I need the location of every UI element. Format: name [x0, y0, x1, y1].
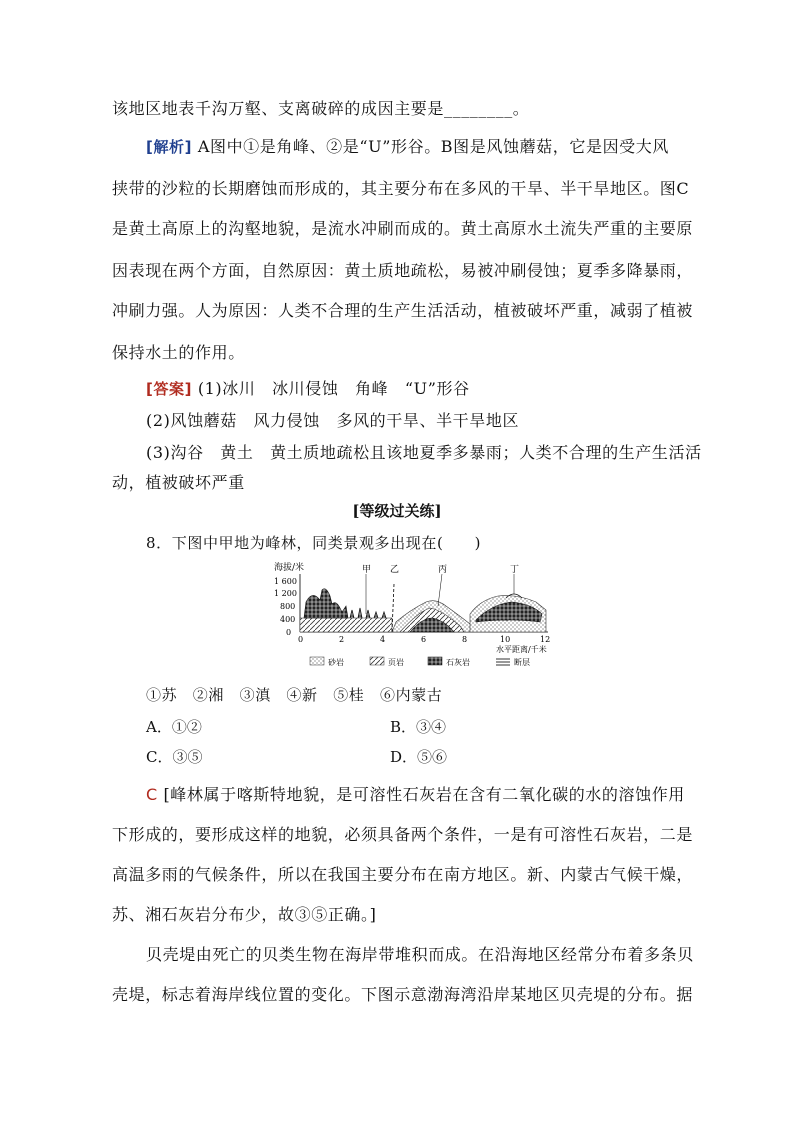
option-d: D．⑤⑥ [390, 748, 448, 766]
legend-swatch-shale [370, 657, 384, 665]
question-8-items: ①苏 ②湘 ③滇 ④新 ⑤桂 ⑥内蒙古 [146, 686, 443, 704]
leader-bing [438, 574, 442, 606]
karst-peak-forest [304, 589, 348, 618]
karst-pinnacles [350, 608, 386, 618]
legend-sandstone: 砂岩 [328, 658, 344, 667]
answer-text-1: (1)冰川 冰川侵蚀 角峰 “U”形谷 [197, 379, 470, 398]
explanation-line-3: 高温多雨的气候条件，所以在我国主要分布在南方地区。新、内蒙古气候干燥， [112, 865, 694, 884]
answer-line-3a: (3)沟谷 黄土 黄土质地疏松且该地夏季多暴雨；人类不合理的生产生活活 [146, 443, 702, 462]
y-tick-400: 400 [280, 615, 296, 624]
option-a: A．①② [146, 718, 202, 736]
option-c: C．③⑤ [146, 748, 203, 766]
legend-swatch-sandstone [310, 657, 324, 665]
label-bing: 丙 [438, 565, 448, 575]
x-tick-8: 8 [462, 635, 468, 644]
option-b: B．③④ [390, 718, 447, 736]
analysis-line-2: 挟带的沙粒的长期磨蚀而形成的，其主要分布在多风的干旱、半干旱地区。图C [112, 179, 690, 198]
next-question-line-1: 贝壳堤由死亡的贝类生物在海岸带堆积而成。在沿海地区经常分布着多条贝 [146, 945, 694, 964]
legend-shale: 页岩 [388, 658, 404, 667]
y-tick-800: 800 [280, 602, 296, 611]
y-tick-0: 0 [286, 628, 292, 637]
y-tick-1600: 1 600 [274, 577, 297, 586]
terrain-layers [300, 584, 546, 632]
answer-line-1 [146, 376, 470, 399]
analysis-line-1 [146, 134, 669, 157]
answer-line-3b: 动，植被破坏严重 [112, 473, 245, 492]
question-7-tail: 该地区地表千沟万壑、支离破碎的成因主要是________。 [112, 99, 530, 118]
analysis-line-6: 保持水土的作用。 [112, 343, 245, 362]
answer-letter: C [146, 785, 158, 804]
y-axis-title: 海拔/米 [274, 563, 305, 573]
label-ding: 丁 [510, 565, 520, 575]
legend [310, 657, 530, 667]
answer-tag: [答案] [146, 380, 193, 398]
legend-limestone: 石灰岩 [446, 658, 470, 667]
legend-swatch-fault [496, 659, 510, 665]
x-axis-title: 水平距离/千米 [496, 645, 547, 654]
shale-layer-left [300, 618, 392, 632]
section-title: [等级过关练] [352, 502, 442, 520]
analysis-text-1: A图中①是角峰、②是“U”形谷。B图是风蚀蘑菇，它是因受大风 [197, 137, 669, 156]
explanation-line-4: 苏、湘石灰岩分布少，故③⑤正确。] [112, 905, 377, 924]
y-tick-1200: 1 200 [274, 589, 297, 598]
label-jia: 甲 [362, 565, 372, 575]
question-8: 8．下图中甲地为峰林，同类景观多出现在( ) [146, 534, 482, 552]
label-yi: 乙 [390, 565, 400, 575]
x-tick-0: 0 [298, 635, 304, 644]
x-tick-10: 10 [500, 635, 511, 644]
legend-swatch-limestone [428, 657, 442, 665]
analysis-line-3: 是黄土高原上的沟壑地貌，是流水冲刷而成的。黄土高原水土流失严重的主要原 [112, 219, 694, 238]
x-tick-4: 4 [380, 635, 386, 644]
fault-line [392, 584, 394, 632]
x-tick-12: 12 [540, 635, 551, 644]
explanation-line-1 [146, 782, 685, 805]
explanation-text-1: [峰林属于喀斯特地貌，是可溶性石灰岩在含有二氧化碳的水的溶蚀作用 [163, 785, 685, 804]
x-tick-6: 6 [421, 635, 427, 644]
analysis-tag: [解析] [146, 138, 193, 156]
next-question-line-2: 壳堤，标志着海岸线位置的变化。下图示意渤海湾沿岸某地区贝壳堤的分布。据 [112, 985, 694, 1004]
cross-section-figure [270, 560, 570, 670]
legend-fault: 断层 [514, 658, 530, 667]
answer-line-2: (2)风蚀蘑菇 风力侵蚀 多风的干旱、半干旱地区 [146, 411, 520, 430]
explanation-line-2: 下形成的，要形成这样的地貌，必须具备两个条件，一是有可溶性石灰岩，二是 [112, 825, 694, 844]
x-tick-2: 2 [339, 635, 345, 644]
analysis-line-5: 冲刷力强。人为原因：人类不合理的生产生活活动，植被破坏严重，减弱了植被 [112, 301, 694, 320]
analysis-line-4: 因表现在两个方面，自然原因：黄土质地疏松，易被冲刷侵蚀；夏季多降暴雨， [112, 261, 694, 280]
